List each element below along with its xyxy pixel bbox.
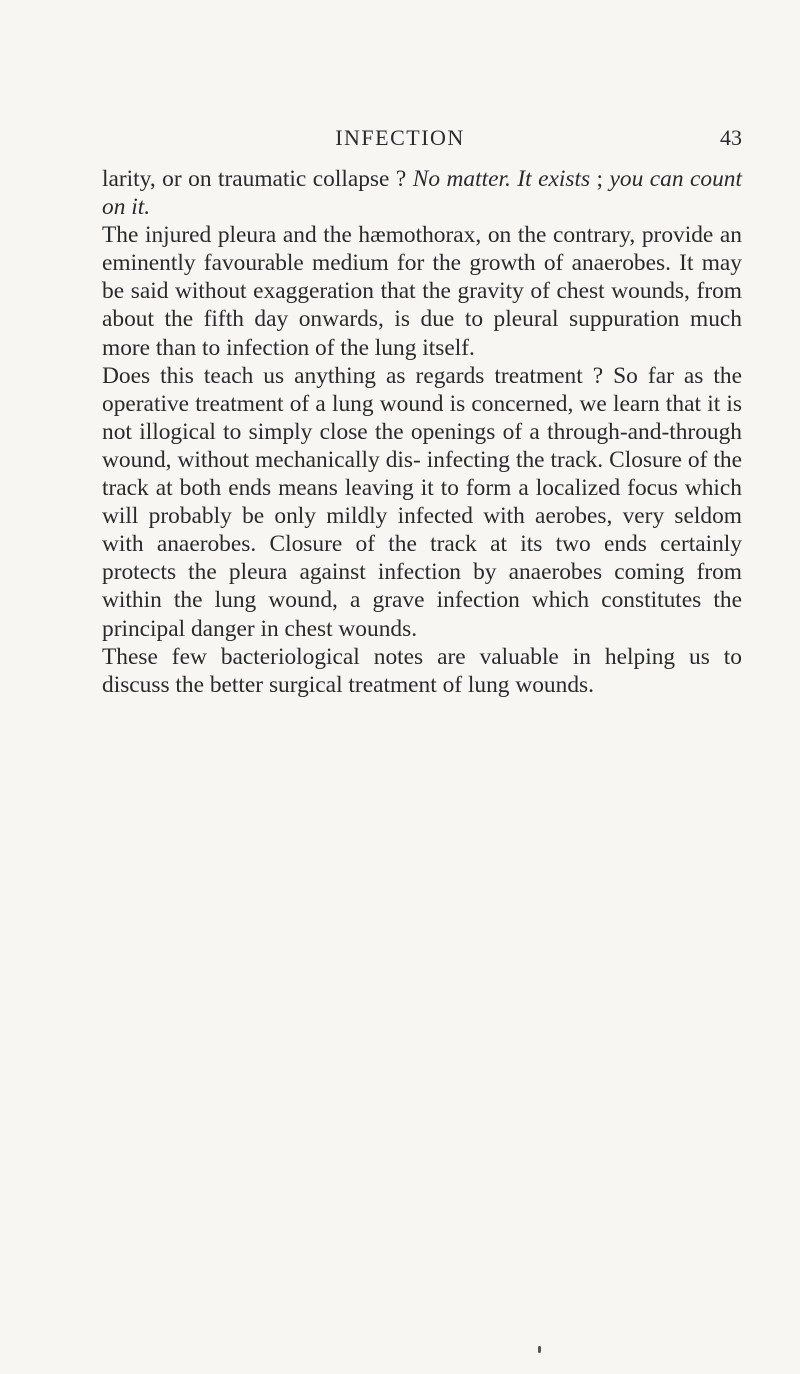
paragraph-4 (102, 643, 742, 699)
italic-run: you can count on it. (102, 166, 742, 221)
paragraph-2 (102, 221, 742, 361)
italic-run: It exists (517, 166, 591, 192)
page-number: 43 (720, 125, 742, 150)
running-title: INFECTION (335, 125, 465, 150)
text-run: larity, or on traumatic collapse ? (102, 166, 413, 192)
text-run: These few bacteriological notes are valuable in helping us to discuss the better surgical treatment of lung wounds. (102, 643, 742, 698)
ink-speck-mark (538, 1346, 541, 1353)
italic-run: No matter. (412, 166, 511, 192)
body-text (102, 165, 742, 699)
running-head (0, 118, 800, 158)
paragraph-1 (102, 165, 742, 221)
text-run: Does this teach us anything as regards treatment ? So far as the operative treatment of a lung wound is concerned, we learn that it is not illogical to simply close the openings of a through-and-through wound, without mechanically dis- infecting the track. Closure of the track at both ends means leaving it to form a localized focus which will probably be only mildly infected with aerobes, very seldom with anaerobes. Closure of the track at its two ends certainly protects the pleura against infection by anaerobes coming from within the lung wound, a grave infection which constitutes the principal danger in chest wounds. (102, 362, 742, 642)
text-run: The injured pleura and the hæmothorax, on the contrary, provide an eminently favourable medium for the growth of anaerobes. It may be said without exaggeration that the gravity of chest wounds, from about the fifth day onwards, is due to pleural suppuration much more than to infection of the lung itself. (102, 222, 742, 361)
text-run: ; (590, 166, 610, 192)
paragraph-3 (102, 362, 742, 643)
